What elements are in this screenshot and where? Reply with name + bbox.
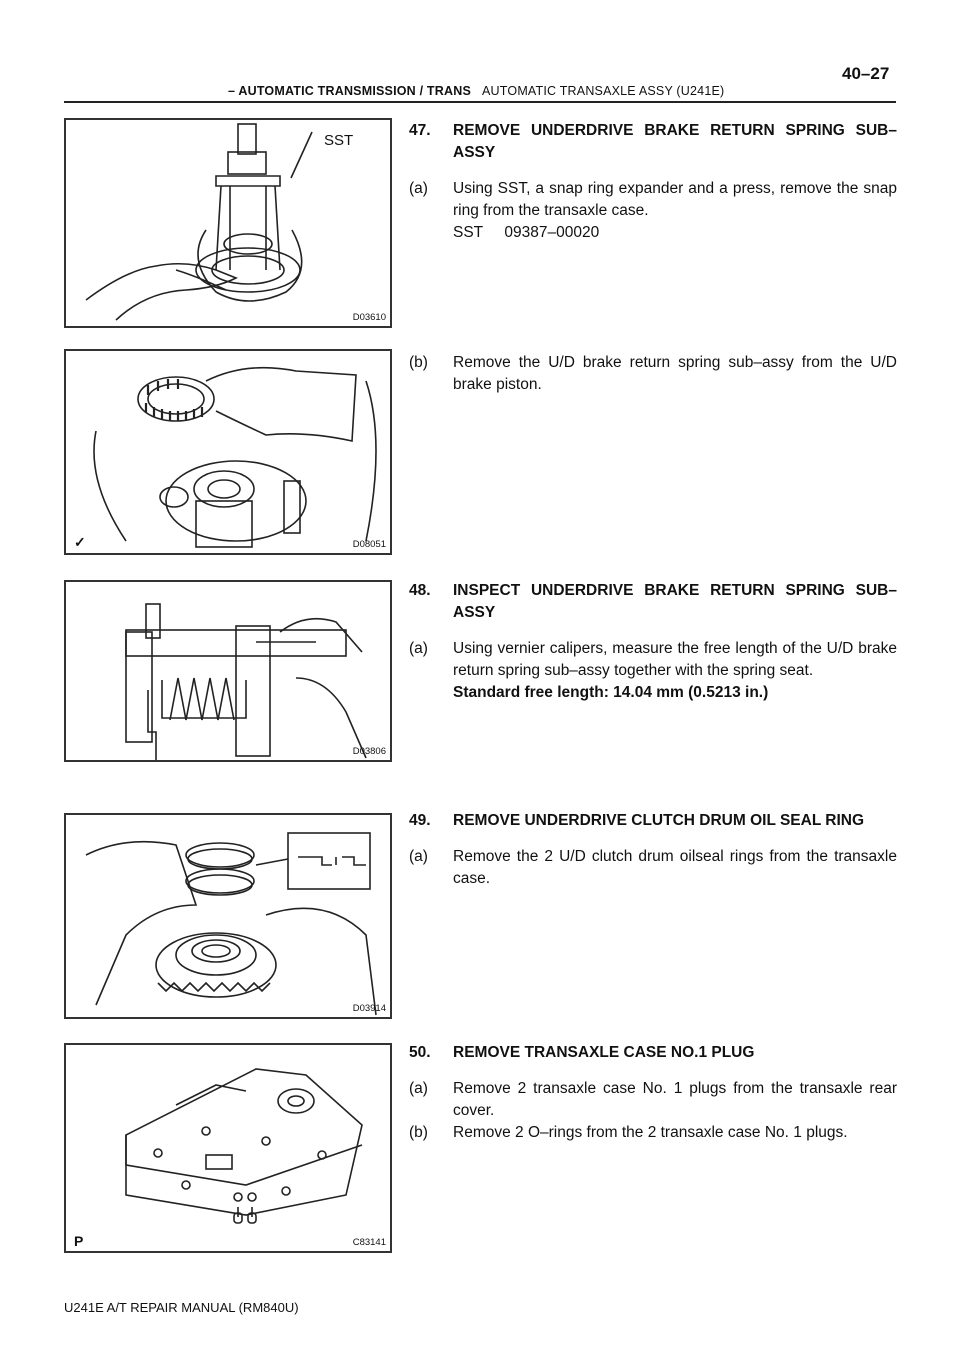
step-50-heading [409,1042,897,1064]
figure-tag-mark: P [74,1233,84,1249]
substep-label: (a) [409,1080,428,1097]
step-48 [409,580,897,704]
page-number: 40–27 [842,64,890,83]
step-number: 48. [409,582,431,599]
figure-code: D03806 [352,746,386,757]
step-number: 47. [409,122,431,139]
figure-sst-press-illustration [66,120,390,326]
figure-code: D03914 [352,1003,386,1014]
step-48a [409,638,897,704]
step-47b [409,352,897,396]
step-title: REMOVE UNDERDRIVE BRAKE RETURN SPRING SUB–ASSY [453,122,897,161]
step-number: 49. [409,812,431,829]
figure-oil-seal-illustration [66,815,390,1017]
figure-rear-cover-plugs [64,1043,392,1253]
header-section: – AUTOMATIC TRANSMISSION / TRANS [228,84,471,98]
step-47-heading [409,120,897,164]
substep-text: Remove 2 O–rings from the 2 transaxle case No. 1 plugs. [453,1124,848,1141]
step-47a [409,178,897,244]
figure-oil-seal-rings [64,813,392,1019]
figure-caliper-illustration [66,582,390,760]
figure-return-spring-illustration [66,351,390,553]
substep-label: (b) [409,354,428,371]
substep-text: Remove the U/D brake return spring sub–assy from the U/D brake piston. [453,354,897,393]
substep-text: Using vernier calipers, measure the free length of the U/D brake return spring sub–assy together with the spring seat. [453,640,897,679]
step-50a [409,1078,897,1122]
header-rule [64,101,896,103]
step-47 [409,120,897,244]
header-subsection: AUTOMATIC TRANSAXLE ASSY (U241E) [482,84,725,98]
step-48-heading [409,580,897,624]
substep-text: Using SST, a snap ring expander and a press, remove the snap ring from the transaxle case. [453,180,897,219]
sst-number: SST 09387–00020 [453,224,600,241]
step-50 [409,1042,897,1144]
substep-text: Remove the 2 U/D clutch drum oilseal rings from the transaxle case. [453,848,897,887]
figure-vernier-caliper [64,580,392,762]
substep-text: Remove 2 transaxle case No. 1 plugs from the transaxle rear cover. [453,1080,897,1119]
figure-return-spring-removal [64,349,392,555]
figure-sst-press [64,118,392,328]
manual-footer: U241E A/T REPAIR MANUAL (RM840U) [64,1300,299,1315]
standard-spec: Standard free length: 14.04 mm (0.5213 in.) [453,684,769,701]
step-title: REMOVE UNDERDRIVE CLUTCH DRUM OIL SEAL RING [453,812,865,829]
step-title: REMOVE TRANSAXLE CASE NO.1 PLUG [453,1044,755,1061]
step-49 [409,810,897,890]
figure-code: D03610 [352,312,386,323]
step-50b [409,1122,897,1144]
figure-rear-cover-illustration [66,1045,390,1251]
step-title: INSPECT UNDERDRIVE BRAKE RETURN SPRING SUB–ASSY [453,582,897,621]
step-49-heading [409,810,897,832]
substep-label: (a) [409,180,428,197]
step-49a [409,846,897,890]
figure-tag-mark: ✓ [74,534,86,550]
figure-sst-callout: SST [324,132,354,149]
substep-label: (a) [409,640,428,657]
step-number: 50. [409,1044,431,1061]
figure-code: C83141 [352,1237,386,1248]
figure-code: D08051 [352,539,386,550]
substep-label: (a) [409,848,428,865]
running-header [228,84,724,98]
substep-label: (b) [409,1124,428,1141]
